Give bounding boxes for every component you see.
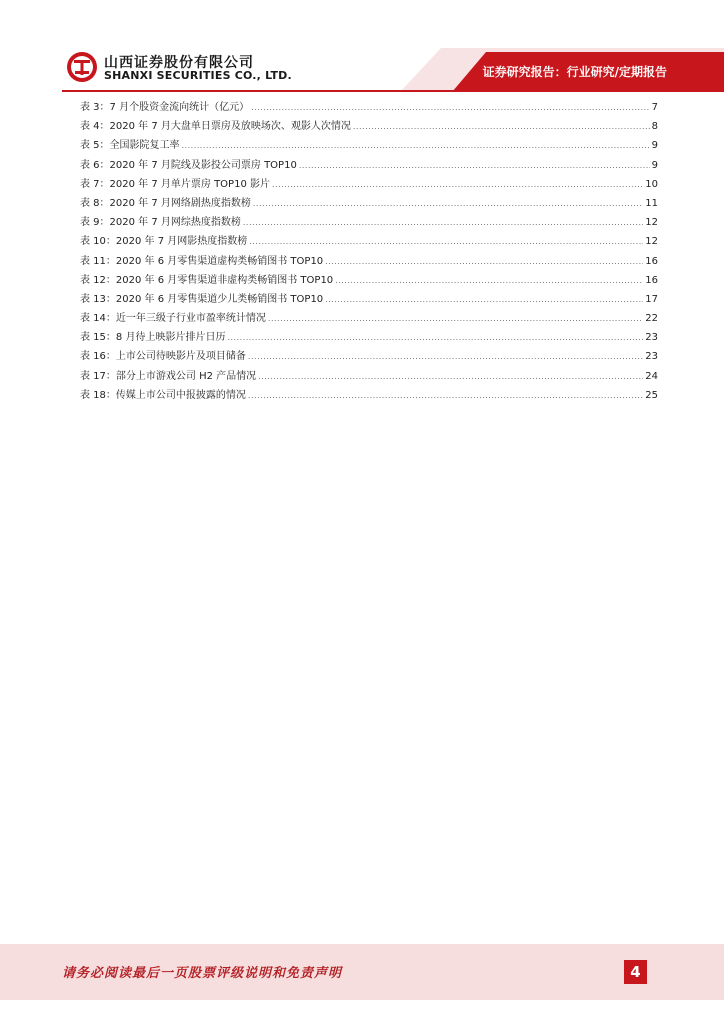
toc-leader-dots	[272, 175, 643, 194]
toc-leader-dots	[248, 386, 643, 405]
toc-entry-label: 表 10：2020 年 7 月网影热度指数榜	[80, 236, 248, 248]
toc-entry-label: 表 18：传媒上市公司中报披露的情况	[80, 389, 246, 401]
toc-entry[interactable]	[80, 117, 658, 136]
toc-leader-dots	[335, 271, 643, 290]
toc-entry-label: 表 4：2020 年 7 月大盘单日票房及放映场次、观影人次情况	[80, 121, 351, 133]
toc-entry[interactable]	[80, 271, 658, 290]
toc-entry-label: 表 14：近一年三级子行业市盈率统计情况	[80, 313, 266, 325]
toc-entry-label: 表 7：2020 年 7 月单片票房 TOP10 影片	[80, 178, 270, 190]
toc-entry-label: 表 6：2020 年 7 月院线及影投公司票房 TOP10	[80, 159, 297, 171]
toc-entry-label: 表 12：2020 年 6 月零售渠道非虚构类畅销图书 TOP10	[80, 274, 334, 286]
toc-entry[interactable]	[80, 175, 658, 194]
toc-entry[interactable]	[80, 309, 658, 328]
toc-entry-page: 16	[645, 255, 658, 267]
toc-entry-page: 12	[645, 217, 658, 229]
report-type-label: 证券研究报告：行业研究/定期报告	[482, 65, 667, 79]
toc-entry-label: 表 16：上市公司待映影片及项目储备	[80, 351, 246, 363]
toc-entry-page: 9	[651, 159, 658, 171]
toc-entry-page: 17	[645, 293, 658, 305]
toc-leader-dots	[227, 328, 643, 347]
toc-entry-page: 24	[645, 370, 658, 382]
toc-leader-dots	[253, 194, 643, 213]
footer-disclaimer: 请务必阅读最后一页股票评级说明和免责声明	[62, 966, 343, 981]
toc-leader-dots	[299, 156, 650, 175]
toc-leader-dots	[182, 136, 650, 155]
toc-entry-page: 23	[645, 332, 658, 344]
page-number: 4	[624, 960, 647, 984]
toc-entry[interactable]	[80, 290, 658, 309]
page-header	[0, 0, 724, 92]
toc-entry[interactable]	[80, 98, 658, 117]
toc-entry-label: 表 8：2020 年 7 月网络剧热度指数榜	[80, 197, 251, 209]
toc-entry-label: 表 11：2020 年 6 月零售渠道虚构类畅销图书 TOP10	[80, 255, 324, 267]
toc-entry-label: 表 5：全国影院复工率	[80, 140, 180, 152]
toc-leader-dots	[325, 290, 643, 309]
toc-entry-page: 23	[645, 351, 658, 363]
toc-entry[interactable]	[80, 213, 658, 232]
toc-leader-dots	[243, 213, 643, 232]
toc-entry[interactable]	[80, 347, 658, 366]
toc-entry-label: 表 3：7 月个股资金流向统计（亿元）	[80, 102, 250, 113]
toc-entry-page: 22	[645, 313, 658, 325]
company-name-en: SHANXI SECURITIES CO., LTD.	[104, 69, 292, 82]
toc-entry-page: 25	[645, 389, 658, 401]
toc-leader-dots	[353, 117, 650, 136]
table-of-contents	[80, 98, 658, 405]
toc-leader-dots	[258, 367, 643, 386]
toc-entry-page: 10	[645, 178, 658, 190]
company-name-cn: 山西证券股份有限公司	[104, 55, 254, 71]
toc-leader-dots	[325, 252, 643, 271]
toc-entry-label: 表 17：部分上市游戏公司 H2 产品情况	[80, 370, 257, 382]
toc-entry[interactable]	[80, 232, 658, 251]
toc-entry-page: 7	[651, 102, 658, 113]
shanxi-securities-logo-icon	[66, 51, 98, 83]
toc-entry[interactable]	[80, 367, 658, 386]
toc-entry-page: 12	[645, 236, 658, 248]
toc-entry-page: 9	[651, 140, 658, 152]
toc-entry-label: 表 15：8 月待上映影片排片日历	[80, 332, 226, 344]
toc-entry[interactable]	[80, 136, 658, 155]
toc-leader-dots	[248, 347, 643, 366]
toc-entry-page: 11	[645, 197, 658, 209]
toc-entry-page: 16	[645, 274, 658, 286]
toc-entry[interactable]	[80, 156, 658, 175]
toc-entry-page: 8	[651, 121, 658, 133]
toc-entry-label: 表 13：2020 年 6 月零售渠道少儿类畅销图书 TOP10	[80, 293, 324, 305]
toc-leader-dots	[268, 309, 643, 328]
toc-entry[interactable]	[80, 194, 658, 213]
toc-leader-dots	[251, 98, 650, 117]
toc-entry[interactable]	[80, 328, 658, 347]
toc-leader-dots	[249, 232, 643, 251]
toc-entry[interactable]	[80, 252, 658, 271]
toc-entry-label: 表 9：2020 年 7 月网综热度指数榜	[80, 217, 241, 229]
toc-entry[interactable]	[80, 386, 658, 405]
